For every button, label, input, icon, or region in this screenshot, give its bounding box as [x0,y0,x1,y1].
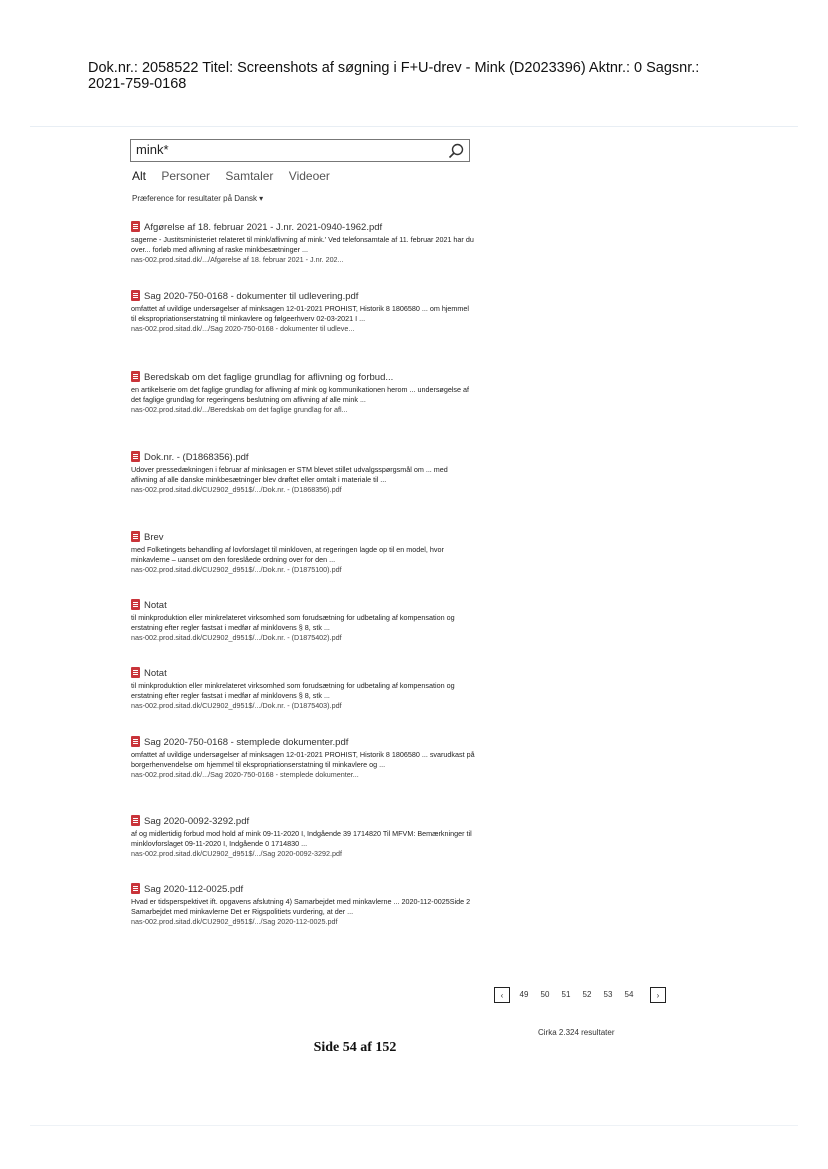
result-url: nas-002.prod.sitad.dk/CU2902_d951$/.../Sag 2020-0092-3292.pdf [131,849,342,858]
result-snippet: en artikelserie om det faglige grundlag for aflivning af mink og kommunikationen herom ... undersøgelse af det faglige grundlag for regeringens beslutning om aflivning af alle mink ... [131,385,469,404]
result-item [131,599,476,643]
result-snippet: med Folketingets behandling af lovforslaget til minkloven, at regeringen lagde op til en model, hvor minkavlerne – uanset om den foreslåede ordning over for den ... [131,545,444,564]
result-title[interactable]: Sag 2020-112-0025.pdf [131,883,476,896]
result-snippet: omfattet af uvildige undersøgelser af minksagen 12-01-2021 PROHIST, Historik 8 1806580 ... om hjemmel til ekspropriationserstatning til minkavlere og følgeerhverv 02-03-2021 I ... [131,304,469,323]
result-snippet: Hvad er tidsperspektivet ift. opgavens afslutning 4) Samarbejdet med minkavlerne ... 2020-112-0025Side 2 Samarbejdet med minkavlerne Det er Rigspolitiets vurdering, at der ... [131,897,471,916]
tab-samtaler[interactable]: Samtaler [225,169,274,183]
search-input[interactable] [130,139,470,162]
result-url: nas-002.prod.sitad.dk/.../Beredskab om det faglige grundlag for afl... [131,405,348,414]
result-snippet: omfattet af uvildige undersøgelser af minksagen 12-01-2021 PROHIST, Historik 8 1806580 ... svarudkast på borgerhenvendelse om hjemmel til ekspropriationserstatning til minkavlere og ... [131,750,475,769]
scan-line [30,126,798,127]
result-title[interactable]: Brev [131,531,476,544]
pager-page[interactable]: 53 [603,990,613,999]
result-count: Cirka 2.324 resultater [538,1028,615,1037]
result-snippet: sagerne - Justitsministeriet relateret til mink/aflivning af mink.' Ved telefonsamtale af 11. februar 2021 har du over... forløb med aflivning af raske minkbesætninger ... [131,235,474,254]
language-preference[interactable]: Præference for resultater på Dansk ▾ [132,194,264,203]
page-number: Side 54 af 152 [313,1040,397,1055]
result-url: nas-002.prod.sitad.dk/CU2902_d951$/.../Dok.nr. - (D1875403).pdf [131,701,342,710]
result-title[interactable]: Notat [131,667,476,680]
pager-prev-button[interactable]: ‹ [494,987,510,1003]
result-item [131,290,476,334]
tab-personer[interactable]: Personer [161,169,211,183]
pager-next-button[interactable]: › [650,987,666,1003]
result-item [131,736,476,780]
result-url: nas-002.prod.sitad.dk/CU2902_d951$/.../Sag 2020-112-0025.pdf [131,917,338,926]
pdf-icon [131,451,140,462]
result-item [131,221,476,265]
result-title[interactable]: Notat [131,599,476,612]
result-title[interactable]: Sag 2020-0092-3292.pdf [131,815,476,828]
pdf-icon [131,221,140,232]
pager-page-current[interactable]: 54 [624,990,634,999]
pdf-icon [131,599,140,610]
pdf-icon [131,667,140,678]
result-snippet: af og midlertidig forbud mod hold af mink 09-11-2020 I, Indgående 39 1714820 Til MFVM: Bemærkninger til minklovforslaget 09-11-2020 I, Indgående 0 1714830 ... [131,829,472,848]
result-url: nas-002.prod.sitad.dk/.../Sag 2020-750-0168 - dokumenter til udleve... [131,324,355,333]
pdf-icon [131,371,140,382]
result-title[interactable]: Sag 2020-750-0168 - dokumenter til udlevering.pdf [131,290,476,303]
pager-page[interactable]: 52 [582,990,592,999]
pdf-icon [131,883,140,894]
result-title[interactable]: Afgørelse af 18. februar 2021 - J.nr. 2021-0940-1962.pdf [131,221,476,234]
search-icon[interactable] [447,142,465,160]
document-header [88,60,788,92]
search-tabs [132,169,342,183]
pager-page[interactable]: 51 [561,990,571,999]
scan-line [30,1125,798,1126]
tab-videoer[interactable]: Videoer [288,169,330,183]
result-item [131,883,476,927]
search-query: mink* [136,142,169,157]
result-url: nas-002.prod.sitad.dk/CU2902_d951$/.../Dok.nr. - (D1868356).pdf [131,485,342,494]
result-url: nas-002.prod.sitad.dk/.../Sag 2020-750-0168 - stemplede dokumenter... [131,770,359,779]
result-snippet: til minkproduktion eller minkrelateret virksomhed som forudsætning for udbetaling af kompensation og erstatning efter regler fastsat i medfør af minklovens § 8, stk ... [131,681,455,700]
pdf-icon [131,290,140,301]
pdf-icon [131,531,140,542]
result-title[interactable]: Dok.nr. - (D1868356).pdf [131,451,476,464]
result-snippet: til minkproduktion eller minkrelateret virksomhed som forudsætning for udbetaling af kompensation og erstatning efter regler fastsat i medfør af minklovens § 8, stk ... [131,613,455,632]
result-title[interactable]: Sag 2020-750-0168 - stemplede dokumenter.pdf [131,736,476,749]
pager-page[interactable]: 49 [519,990,529,999]
result-item [131,667,476,711]
result-url: nas-002.prod.sitad.dk/.../Afgørelse af 18. februar 2021 - J.nr. 202... [131,255,344,264]
pdf-icon [131,815,140,826]
header-line-2: 2021-759-0168 [88,76,187,92]
pdf-icon [131,736,140,747]
tab-alt[interactable]: Alt [132,169,147,183]
result-url: nas-002.prod.sitad.dk/CU2902_d951$/.../Dok.nr. - (D1875100).pdf [131,565,342,574]
result-item [131,371,476,415]
result-snippet: Udover pressedækningen i februar af minksagen er STM blevet stillet udvalgsspørgsmål om ... med aflivning af alle danske minkbesætninger blev drøftet eller omtalt i materiale til ... [131,465,448,484]
result-item [131,451,476,495]
header-line-1: Dok.nr.: 2058522 Titel: Screenshots af søgning i F+U-drev - Mink (D2023396) Aktnr.: 0 Sagsnr.: [88,60,700,76]
pager-page[interactable]: 50 [540,990,550,999]
result-url: nas-002.prod.sitad.dk/CU2902_d951$/.../Dok.nr. - (D1875402).pdf [131,633,342,642]
result-item [131,815,476,859]
result-title[interactable]: Beredskab om det faglige grundlag for aflivning og forbud... [131,371,476,384]
result-item [131,531,476,575]
